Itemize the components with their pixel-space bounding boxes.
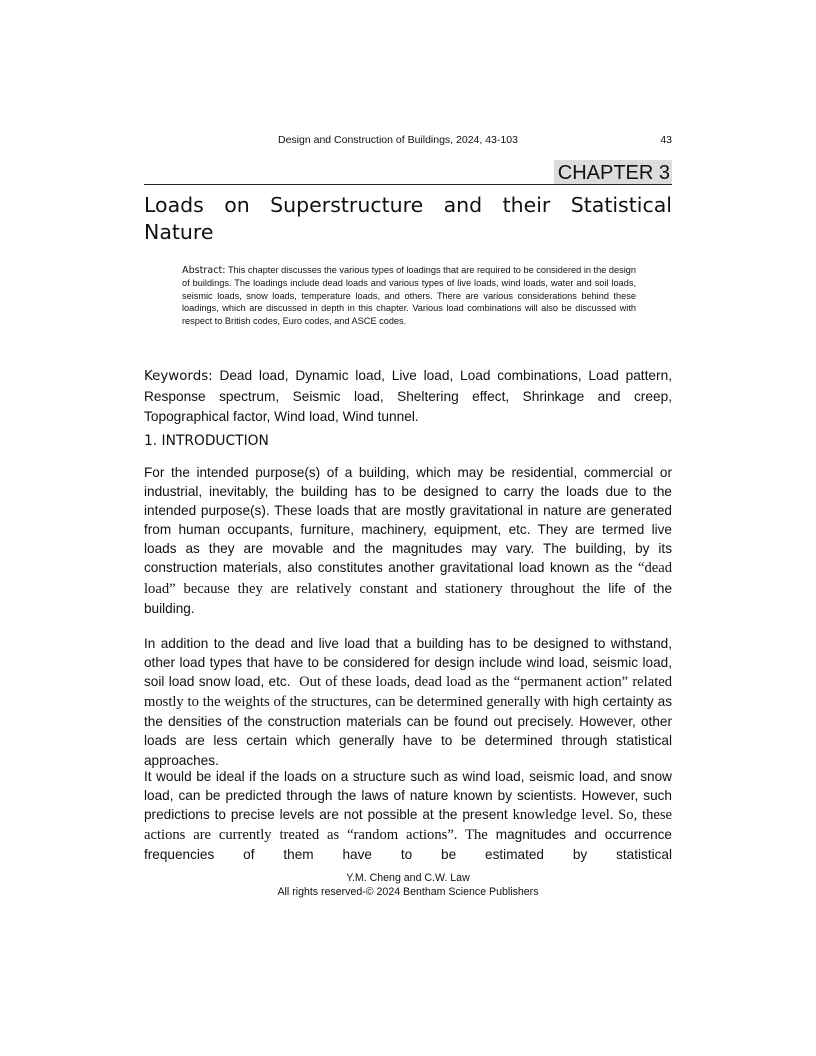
- paragraph-2-part-b: Out of these loads, dead load as the “permanent action” related mostly to the weights of the structures, can be determined generally: [144, 674, 673, 711]
- chapter-label: CHAPTER 3: [554, 160, 672, 185]
- chapter-divider: [144, 184, 672, 185]
- section-heading: 1. INTRODUCTION: [144, 433, 269, 449]
- footer-rights: All rights reserved-© 2024 Bentham Science Publishers: [277, 886, 539, 898]
- page-number: 43: [660, 134, 672, 146]
- paragraph-1-part-b: the “dead load” because they are relatively constant and stationery throughout the: [144, 560, 672, 597]
- paragraph-3-part-a: It would be ideal if the loads on a structure such as wind load, seismic load, and snow load, can be predicted through the laws of nature known by scientists. However, such predictions to precise levels are not possible at the present: [144, 769, 672, 823]
- paragraph-1-part-a: For the intended purpose(s) of a building, which may be residential, commercial or industrial, inevitably, the building has to be designed to carry the loads due to the intended purpose(s). These loads that are mostly gravitational in nature are generated from human occupants, furniture, machinery, equipment, etc. They are termed live loads as they are movable and the magnitudes may vary. The building, by its construction materials, also constitutes another gravitational load known as: [144, 465, 672, 576]
- journal-citation: Design and Construction of Buildings, 2024, 43-103: [278, 134, 518, 146]
- paragraph-1-part-c: life of the building.: [144, 580, 673, 616]
- keywords-text: Dead load, Dynamic load, Live load, Load combinations, Load pattern, Response spectrum, Seismic load, Sheltering effect, Shrinkage and creep, Topographical factor, Wind load, Wind tunnel.: [144, 368, 672, 424]
- abstract-label: Abstract:: [182, 265, 226, 276]
- paragraph-3-part-b: knowledge level. So, these actions are currently treated as “random actions”. The: [144, 807, 672, 844]
- keywords-label: Keywords:: [144, 369, 213, 384]
- paragraph-2-part-a: In addition to the dead and live load that a building has to be designed to withstand, other load types that have to be considered for design include wind load, seismic load, soil load snow load, etc.: [144, 636, 672, 690]
- chapter-title: Loads on Superstructure and their Statistical Nature: [144, 193, 672, 244]
- running-head: [278, 134, 672, 146]
- keywords: [144, 366, 672, 427]
- paragraph-1: [144, 463, 672, 618]
- footer-authors: Y.M. Cheng and C.W. Law: [346, 872, 470, 884]
- paragraph-3-part-c: magnitudes and occurrence frequencies of them have to be estimated by statistical: [144, 827, 672, 863]
- paragraph-3: [144, 767, 672, 864]
- paragraph-2-part-c: with high certainty as the densities of the construction materials can be found out precisely. However, other loads are less certain which generally have to be determined through statistical approaches.: [144, 694, 673, 768]
- paragraph-2: [144, 634, 672, 770]
- abstract-text: This chapter discusses the various types of loadings that are required to be considered in the design of buildings. The loadings include dead loads and various types of live loads, wind loads, water and soil loads, seismic loads, snow loads, temperature loads, and others. There are various considerations behind these loadings, which are discussed in depth in this chapter. Various load combinations will also be discussed with respect to British codes, Euro codes, and ASCE codes.: [182, 265, 636, 326]
- abstract: [182, 264, 636, 327]
